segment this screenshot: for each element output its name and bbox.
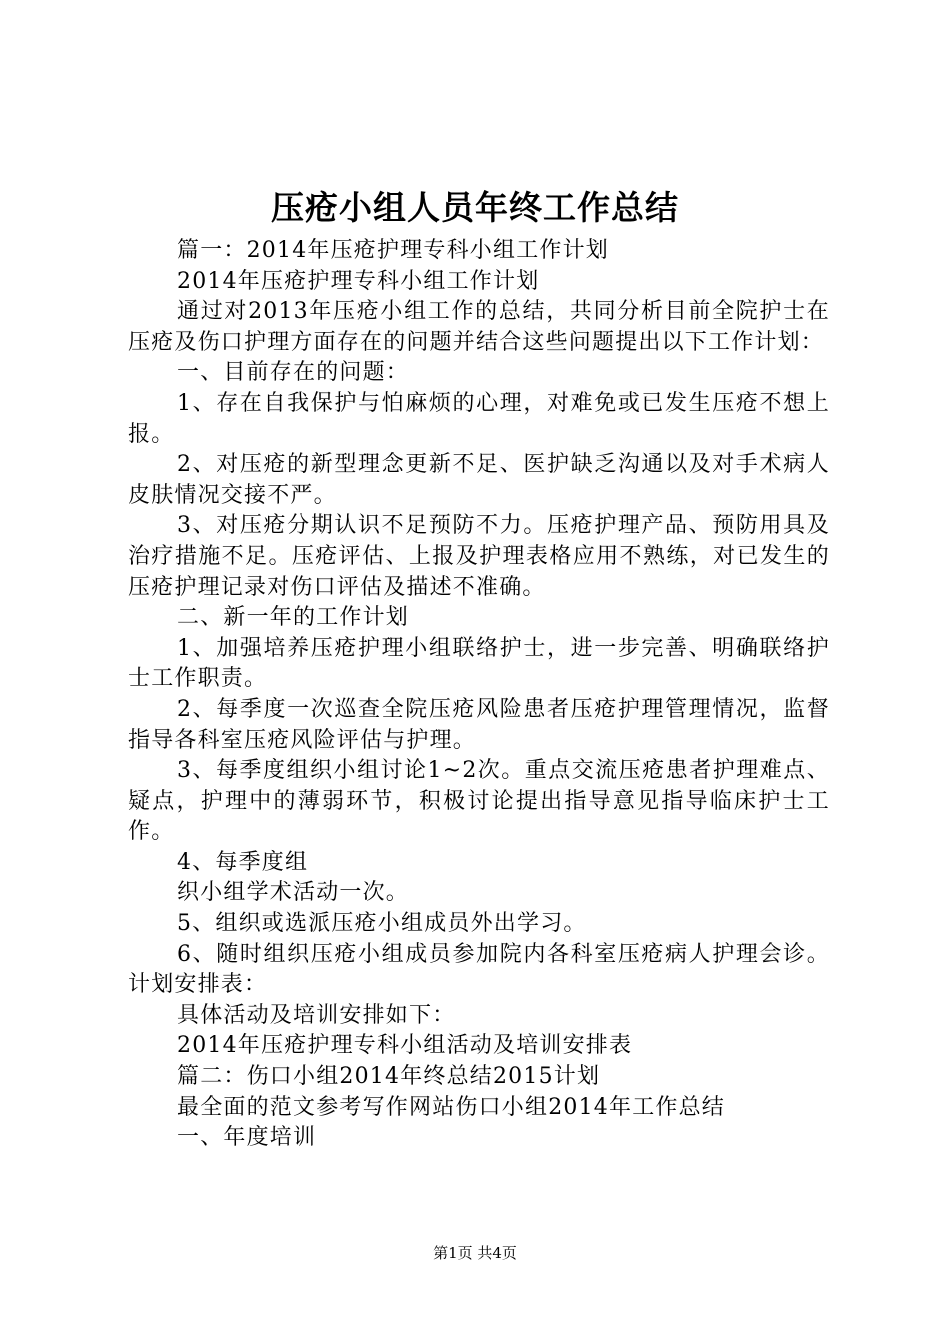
page-number-footer: 第1页 共4页 xyxy=(433,1244,517,1262)
paragraph: 2014年压疮护理专科小组活动及培训安排表 xyxy=(177,1033,633,1059)
paragraph: 1、存在自我保护与怕麻烦的心理，对难免或已发生压疮不想上报。 xyxy=(128,390,830,447)
paragraph: 3、每季度组织小组讨论1~2次。重点交流压疮患者护理难点、疑点，护理中的薄弱环节，积极讨论提出指导意见指导临床护士工作。 xyxy=(128,758,830,845)
paragraph: 6、随时组织压疮小组成员参加院内各科室压疮病人护理会诊。计划安排表： xyxy=(128,941,830,998)
paragraph: 2、对压疮的新型理念更新不足、医护缺乏沟通以及对手术病人皮肤情况交接不严。 xyxy=(128,452,830,508)
paragraph: 4、每季度组 xyxy=(177,849,309,875)
paragraph: 二、新一年的工作计划 xyxy=(177,605,410,631)
paragraph: 通过对2013年压疮小组工作的总结，共同分析目前全院护士在压疮及伤口护理方面存在的问题并结合这些问题提出以下工作计划： xyxy=(128,299,830,355)
paragraph: 一、目前存在的问题： xyxy=(177,360,410,386)
paragraph: 织小组学术活动一次。 xyxy=(177,880,410,906)
paragraph: 具体活动及培训安排如下： xyxy=(177,1002,456,1028)
paragraph: 篇二：伤口小组2014年终总结2015计划 xyxy=(177,1064,601,1090)
document-title: 压疮小组人员年终工作总结 xyxy=(271,188,679,227)
document-body xyxy=(128,236,830,1154)
paragraph: 3、对压疮分期认识不足预防不力。压疮护理产品、预防用具及治疗措施不足。压疮评估、上报及护理表格应用不熟练，对已发生的压疮护理记录对伤口评估及描述不准确。 xyxy=(128,513,830,600)
paragraph: 篇一：2014年压疮护理专科小组工作计划 xyxy=(177,238,609,263)
paragraph: 2014年压疮护理专科小组工作计划 xyxy=(177,268,540,294)
paragraph: 5、组织或选派压疮小组成员外出学习。 xyxy=(177,911,587,937)
paragraph: 2、每季度一次巡查全院压疮风险患者压疮护理管理情况，监督指导各科室压疮风险评估与护理。 xyxy=(128,696,830,753)
paragraph: 最全面的范文参考写作网站伤口小组2014年工作总结 xyxy=(177,1094,725,1120)
paragraph: 一、年度培训 xyxy=(177,1125,317,1151)
paragraph: 1、加强培养压疮护理小组联络护士，进一步完善、明确联络护士工作职责。 xyxy=(128,635,830,692)
